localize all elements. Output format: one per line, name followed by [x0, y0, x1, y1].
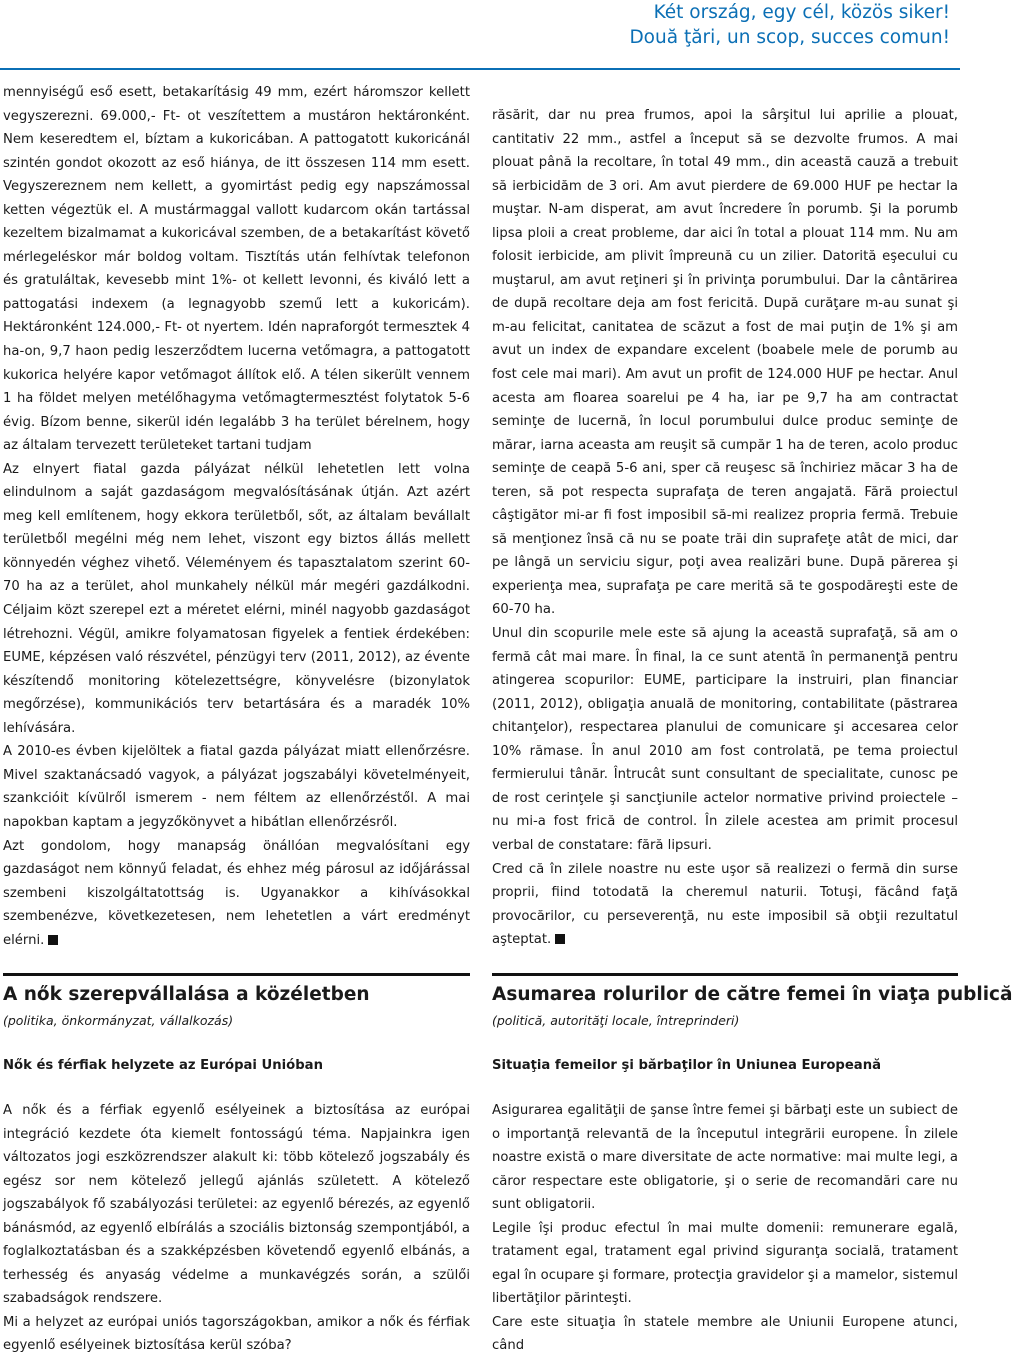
subheading-hungarian: Nők és férfiak helyzete az Európai Unióban: [3, 1058, 323, 1073]
section-subtitle-romanian: (politică, autorităţi locale, întreprinderi): [492, 1013, 740, 1028]
section-subtitle-hungarian: (politika, önkormányzat, vállalkozás): [3, 1013, 234, 1028]
section-body-hungarian: [3, 1099, 470, 1358]
paragraph-text: Cred că în zilele noastre nu este uşor să realizezi o fermă din surse proprii, fiind totodată la cheremul naturii. Totuşi, făcând faţă provocărilor, cu perseverenţă, nu este imposibil să obţii rezultatul aşteptat.: [492, 861, 958, 948]
paragraph: Mi a helyzet az európai uniós tagországokban, amikor a nők és férfiak egyenlő esélyeinek biztosítása kerül szóba?: [3, 1314, 470, 1354]
paragraph: răsărit, dar nu prea frumos, apoi la sârşitul lui aprilie a plouat, cantitativ 22 mm., astfel a început să se dezvolte frumos. A mai plouat până la recoltare, în total 49 mm., din această cauză a trebuit să ierbicidăm de 3 ori. Am avut pierdere de 69.000 HUF pe hectar la muştar. N-am disperat, am avut încredere în porumb. Şi la porumb lipsa ploii a creat probleme, dar aici în total a plouat 114 mm. Nu am folosit ierbicide, am plivit împreună cu un zilier. Datorită eşecului cu muştarul, am avut reţineri şi în privinţa porumbului. Dar la cântărirea de după recoltare deja am fost fericită. După curăţare m-au sunat şi m-au felicitat, canitatea de scăzut a fost de mai puţin de 1% şi am avut un index de expandare excelent (boabele mele de porumb au fost cele mai mari). Am avut un profit de 124.000 HUF pe hectar. Anul acesta am floarea soarelui pe 4 ha, iar pe 9,7 ha am contractat seminţe de lucernă, în locul porumbului dulce produc seminţe de mărar, iarna aceasta am reuşit să cumpăr 1 ha de teren, acolo produc seminţe de ceapă 5-6 ani, sper că reuşesc să închiriez măcar 3 ha de teren, să pot respecta suprafaţa de teren angajată. Fără proiectul câştigător mi-ar fi fost imposibil să-mi realizez propria fermă. Trebuie să menţionez însă că nu se poate trăi din suprafeţe atât de mici, dar pe lângă un serviciu sigur, poţi avea realizări bune. După părerea şi experienţa mea, suprafaţa pe care merită să te gospodăreşti este de 60-70 ha.: [492, 108, 958, 618]
section-rule-left: [3, 973, 470, 976]
paragraph: Asigurarea egalităţii de şanse între femei şi bărbaţi este un subiect de o importanţă relevantă de la începutul integrării europene. În zilele noastre există o mare diversitate de acte normative: mai multe legi, a căror respectare este obligatorie, şi o serie de recomandări care nu sunt obligatorii.: [492, 1103, 958, 1213]
paragraph: A nők és a férfiak egyenlő esélyeinek a biztosítása az európai integráció kezdete óta kiemelt fontosságú téma. Napjainkra igen változatos jogi eszközrendszer alakult ki: több kötelező jogszabály és egész sor nem kötelező jellegű ajánlás született. A kötelező jogszabályok fő szabályozási területei: az egyenlő bérezés, az egyenlő bánásmód, az egyenlő elbírálás a szociális biztonság szempontjából, a foglalkoztatásban és a szakképzésben követendő egyenlő elbánás, a terhesség és anyaság védelme a munkavégzés során, a szülői szabadságok rendszere.: [3, 1103, 470, 1307]
paragraph-text: Azt gondolom, hogy manapság önállóan megvalósítani egy gazdaságot nem könnyű feladat, és ehhez még párosul az időjárással szembeni kiszolgáltatottság is. Ugyanakkor a kihívásokkal szembenézve, következetesen, nem lehetetlen a várt eredményt elérni.: [3, 838, 470, 948]
section-title-romanian: Asumarea rolurilor de către femei în viaţa publică: [492, 984, 1013, 1005]
subheading-romanian: Situaţia femeilor şi bărbaţilor în Uniunea Europeană: [492, 1058, 881, 1073]
paragraph: Az elnyert fiatal gazda pályázat nélkül lehetetlen lett volna elindulnom a saját gazdaságom megvalósításának útján. Azt azért meg kell említenem, hogy ekkora területből, sőt, az általam bevállalt területből megélni még nem lehet, viszont egy biztos állás mellett könnyedén véghez vihető. Véleményem és tapasztalatom szerint 60-70 ha az a terület, ahol munkahely nélkül már megéri gazdálkodni. Céljaim közt szerepel ezt a méretet elérni, minél nagyobb gazdaságot létrehozni. Végül, amikre folyamatosan figyelek a fentiek érdekében: EUME, képzésen való részvétel, pénzügyi terv (2011, 2012), az évente készítendő monitoring kötelezettségre, könyvelésre (bizonylatok megőrzése), kommunikációs terv betartására és a maradék 10% lehívására.: [3, 461, 470, 736]
section-body-romanian: [492, 1099, 958, 1358]
paragraph: Care este situaţia în statele membre ale Uniunii Europene atunci, când: [492, 1314, 958, 1354]
end-of-article-icon: [555, 934, 565, 944]
paragraph: mennyiségű eső esett, betakarításig 49 mm, ezért háromszor kellett vegyszerezni. 69.000,- Ft- ot veszítettem a mustáron hektáronként. Nem keseredtem el, bíztam a kukoricában. A pattogatott kukoricánál szintén gondot okozott az eső hiánya, de itt összesen 114 mm esett. Vegyszereznem nem kellett, a gyomirtást pedig egy napszámossal ketten végeztük el. A mustármaggal vallott kudarcom okán tartással kezeltem bizalmamat a kukoricával szemben, de a betakarítást követő mérlegeléskor már boldog voltam. Tisztítás után felhívtak telefonon és gratuláltak, kevesebb mint 1%- ot kellett levonni, és kiváló lett a pattogatási indexem (a legnagyobb szemű lett a kukoricám). Hektáronként 124.000,- Ft- ot nyertem. Idén napraforgót termesztek 4 ha-on, 9,7 haon pedig leszerződtem lucerna vetőmagra, a pattogatott kukorica helyére kapor vetőmagot állítok elő. A télen sikerült vennem 1 ha földet melyen metélőhagyma vetőmagtermesztést folytatok 5-6 évig. Bízom benne, sikerül idén legalább 3 ha terület bérelnem, hogy az általam tervezett területeket tartani tudjam: [3, 85, 470, 454]
page-header: [629, 0, 950, 50]
paragraph: [3, 835, 470, 953]
paragraph: A 2010-es évben kijelöltek a fiatal gazda pályázat miatt ellenőrzésre. Mivel szaktanácsadó vagyok, a pályázat jogszabályi követelményeit, szankcióit kívülről ismerem - nem féltem az ellenőrzéstől. A mai napokban kaptam a jegyzőkönyvet a hibátlan ellenőrzésről.: [3, 744, 470, 830]
paragraph: Legile îşi produc efectul în mai multe domenii: remunerare egală, tratament egal, tratament egal privind siguranţa socială, tratament egal în ocupare şi formare, protecţia gravidelor şi a mamelor, sistemul libertăţilor părinteşti.: [492, 1220, 958, 1307]
article-column-hungarian: [3, 81, 470, 952]
header-title-ro: Două ţări, un scop, succes comun!: [629, 27, 950, 48]
end-of-article-icon: [48, 935, 58, 945]
section-rule-right: [492, 973, 958, 976]
section-title-hungarian: A nők szerepvállalása a közéletben: [3, 984, 370, 1005]
paragraph: Unul din scopurile mele este să ajung la această suprafaţă, să am o fermă cât mai mare. În final, la ce sunt atentă în permanenţă pentru atingerea scopurilor: EUME, participare la instruiri, plan financiar (2011, 2012), obligaţia anuală de monitoring, contabilitate (păstrarea chitanţelor), respectarea planului de comunicare şi accesarea celor 10% rămase. În anul 2010 am fost controlată, pe tema proiectul fermierului tânăr. Întrucât sunt consultant de specialitate, cunosc pe de rost cerinţele şi sancţiunile actelor normative privind proiectele – nu mi-a fost frică de control. În zilele acestea am primit procesul verbal de constatare: fără lipsuri.: [492, 626, 958, 853]
header-rule: [0, 68, 960, 70]
article-column-romanian: [492, 104, 958, 952]
header-title-hu: Két ország, egy cél, közös siker!: [653, 2, 950, 23]
paragraph: [492, 858, 958, 952]
